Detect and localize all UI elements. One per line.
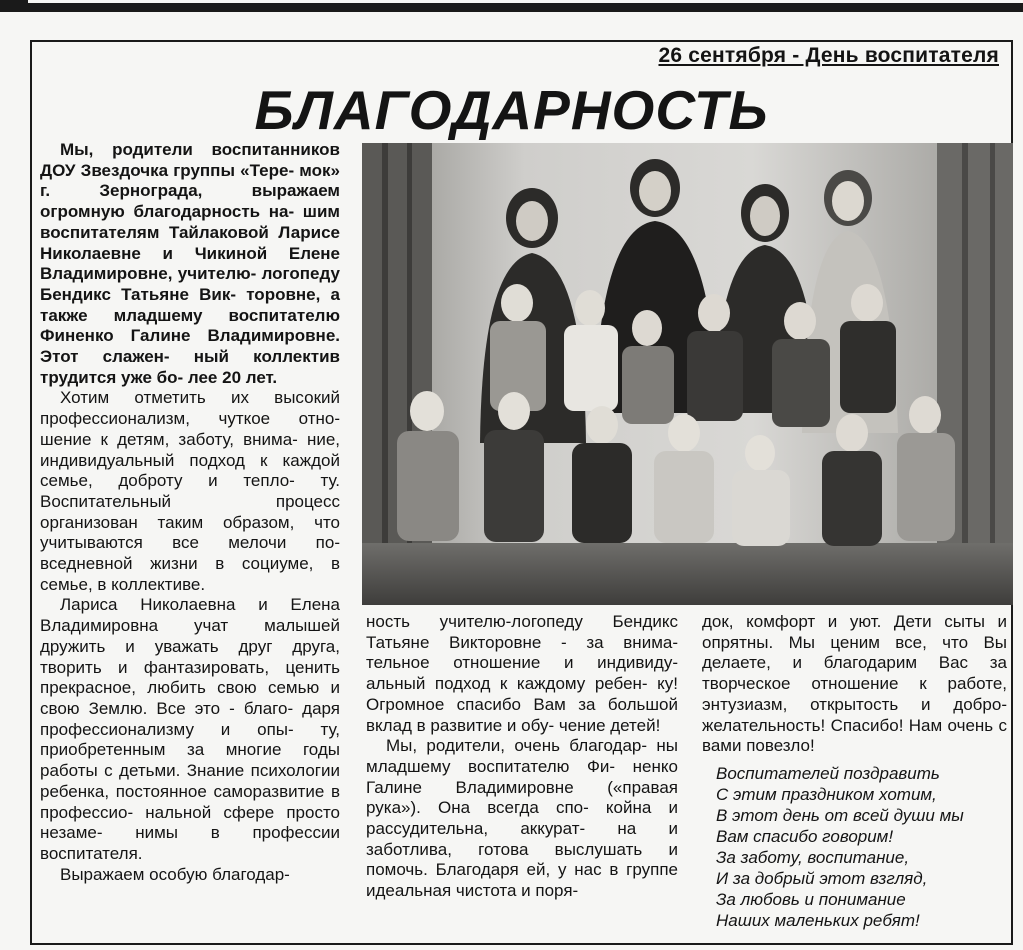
paragraph-speech-therapist: ность учителю-логопеду Бендикс Татьяне Викторовне - за внима- тельное отношение и индивиду- альный подход к каждому ребен- ку! Огромное спасибо Вам за большой вклад в развитие и обу- чение детей! (366, 612, 678, 735)
paragraph-teaching: Лариса Николаевна и Елена Владимировна учат малышей дружить и уважать друг друга, творить и фантазировать, ценить прекрасное, любить свою семью и свою Землю. Все это - благо- даря профессионализму и опы- ту, приобретенным за многие годы работы с детьми. Знание психологии ребенка, постоянное саморазвитие в профессио- нальной сфере просто незаме- нимы в профессии воспитателя. (40, 595, 340, 863)
column-2 (366, 612, 678, 902)
column-3 (702, 612, 1007, 931)
headline: БЛАГОДАРНОСТЬ (254, 79, 769, 141)
poem-line: И за добрый этот взгляд, (716, 868, 928, 888)
poem-line: Воспитателей поздравить (716, 763, 940, 783)
group-photo-illustration (362, 143, 1013, 605)
paragraph-professionalism: Хотим отметить их высокий профессионализм, чуткое отно- шение к детям, заботу, внима- ние, индивидуальный подход к каждой семье, доброту и тепло- ту. Воспитательный процесс организован таким образом, что учитываются все мелочи по- вседневной жизни в социуме, в семье, в коллективе. (40, 388, 340, 594)
poem (702, 763, 1007, 931)
poem-line: В этот день от всей души мы (716, 805, 964, 825)
top-rule-gap (28, 0, 1023, 3)
paragraph-junior-teacher: Мы, родители, очень благодар- ны младшему воспитателю Фи- ненко Галине Владимировне («правая рука»). Она всегда спо- койна и рассудительна, аккурат- на и заботлива, готова выслушать и помочь. Благодаря ей, у нас в группе идеальная чистота и поря- (366, 736, 678, 901)
poem-line: С этим праздником хотим, (716, 784, 937, 804)
column-1 (40, 140, 340, 885)
rubric-date: 26 сентября - День воспитателя (658, 44, 999, 67)
poem-line: Вам спасибо говорим! (716, 826, 894, 846)
poem-line: Наших маленьких ребят! (716, 910, 920, 930)
intro-paragraph: Мы, родители воспитанников ДОУ Звездочка группы «Тере- мок» г. Зернограда, выражаем огромную благодарность на- шим воспитателям Тайлаковой Ларисе Николаевне и Чикиной Елене Владимировне, учителю- логопеду Бендикс Татьяне Вик- торовне, а также младшему воспитателю Финенко Галине Владимировне. Этот слажен- ный коллектив трудится уже бо- лее 20 лет. (40, 140, 340, 387)
paragraph-special-thanks: Выражаем особую благодар- (60, 864, 290, 884)
poem-line: За заботу, воспитание, (716, 847, 910, 867)
poem-line: За любовь и понимание (716, 889, 906, 909)
paragraph-comfort: док, комфорт и уют. Дети сыты и опрятны. Мы ценим все, что Вы делаете, и благодарим Вас за творческое отношение к работе, энтузиазм, открытость и добро- желательность! Спасибо! Нам очень с вами повезло! (702, 612, 1007, 756)
group-photo (362, 143, 1013, 605)
